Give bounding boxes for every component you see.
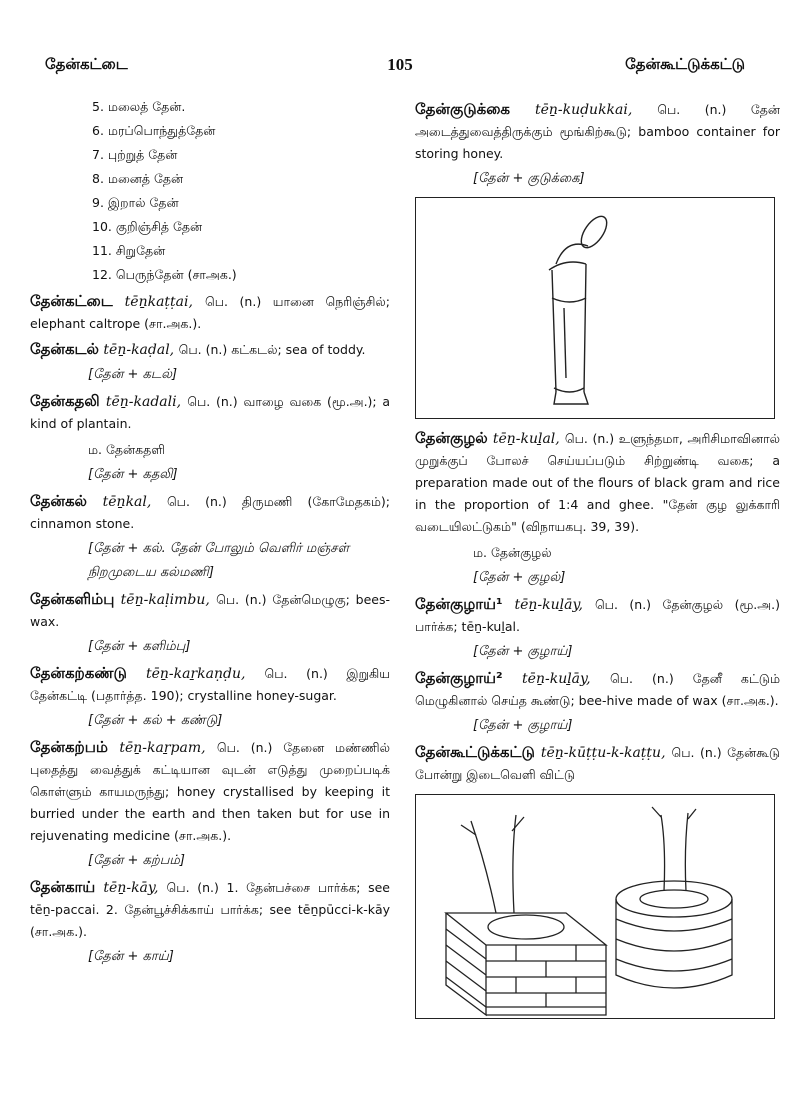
entry-etymology: [தேன் + குழாய்] bbox=[473, 718, 573, 733]
dictionary-entry bbox=[30, 876, 390, 943]
entry-definition: பெ. (n.) கட்கடல்; sea of toddy. bbox=[178, 342, 366, 357]
tree-enclosure-drawing bbox=[416, 795, 773, 1017]
bamboo-container-drawing bbox=[416, 198, 773, 417]
list-item: 10. குறிஞ்சித் தேன் bbox=[92, 219, 203, 234]
entry-transliteration: tēṉ-kuḻāy, bbox=[514, 597, 583, 613]
entry-headword: தேன்குடுக்கை bbox=[415, 100, 510, 118]
entry-transliteration: tēṉ-kāy, bbox=[103, 880, 159, 896]
entry-headword: தேன்குழாய்¹ bbox=[415, 595, 503, 613]
tree-enclosure-figure bbox=[415, 794, 775, 1019]
entry-transliteration: tēṉ-kaṟpam, bbox=[119, 740, 206, 756]
entry-transliteration: tēṉ-kaṟkaṇḍu, bbox=[145, 666, 246, 682]
entry-definition: பெ. (n.) 1. தேன்பச்சை பார்க்க; see tēṉ-paccai. 2. தேன்பூச்சிக்காய் பார்க்க; see tēṉpūcci-k-kāy (சா.அக.). bbox=[30, 880, 390, 939]
entry-transliteration: tēṉ-kaḍal, bbox=[103, 342, 175, 358]
entry-definition: பெ. (n.) தேன் அடைத்துவைத்திருக்கும் மூங்கிற்கூடு; bamboo container for storing honey. bbox=[415, 102, 781, 161]
entry-etymology: [தேன் + குடுக்கை] bbox=[473, 171, 585, 186]
entry-transliteration: tēṉ-kuḻāy, bbox=[522, 671, 591, 687]
entry-etymology: [தேன் + கதலி] bbox=[88, 467, 178, 482]
entry-transliteration: tēṉkal, bbox=[102, 494, 152, 510]
list-item: 6. மரப்பொந்துத்தேன் bbox=[92, 123, 216, 138]
entry-transliteration: tēṉ-kuḻal, bbox=[492, 431, 560, 447]
entry-transliteration: tēṉ-kūṭṭu-k-kaṭṭu, bbox=[540, 745, 666, 761]
entry-definition: பெ. (n.) உளுந்தமா, அரிசிமாவினால் முறுக்குப் போலச் செய்யப்படும் சிற்றுண்டி வகை; a preparation made out of the flours of black gram and rice in the proportion of 1:4 and ghee. "தேன் குழ லுக்காரி வடையிலட்டுகம்" (விநாயகபு. 39, 39). bbox=[415, 431, 781, 534]
entry-definition: பெ. (n.) தேனீ கட்டும் மெழுகினால் செய்த கூண்டு; bee-hive made of wax (சா.அக.). bbox=[415, 671, 781, 708]
list-item: 9. இறால் தேன் bbox=[92, 195, 179, 210]
dictionary-entry bbox=[415, 667, 780, 712]
dictionary-entry bbox=[30, 588, 390, 633]
entry-etymology: [தேன் + குழல்] bbox=[473, 570, 566, 585]
entry-etymology: [தேன் + கல். தேன் போலும் வெளிர் மஞ்சள் நிறமுடைய கல்மணி] bbox=[88, 541, 350, 580]
header-left-word: தேன்கட்டை bbox=[45, 55, 128, 73]
right-column bbox=[415, 95, 780, 1019]
entry-headword: தேன்கற்பம் bbox=[30, 738, 109, 756]
entry-transliteration: tēṉ-kaḷimbu, bbox=[120, 592, 210, 608]
page-number: 105 bbox=[387, 55, 413, 74]
entry-transliteration: tēṉ-kadali, bbox=[105, 394, 182, 410]
entry-definition: பெ. (n.) தேன்கூடு போன்று இடைவெளி விட்டு bbox=[415, 745, 781, 782]
entry-cognate: ம. தேன்கதளி bbox=[88, 442, 166, 457]
dictionary-entry bbox=[415, 98, 780, 165]
dictionary-entry bbox=[30, 390, 390, 435]
list-item: 11. சிறுதேன் bbox=[92, 243, 166, 258]
left-column bbox=[30, 95, 390, 971]
list-item: 8. மனைத் தேன் bbox=[92, 171, 184, 186]
entry-definition: பெ. (n.) தேன்குழல் (மூ.அ.) பார்க்க; tēṉ-kuḻal. bbox=[415, 597, 781, 634]
entry-definition: பெ. (n.) தேன்மெழுகு; bees-wax. bbox=[30, 592, 390, 629]
entry-headword: தேன்காய் bbox=[30, 878, 96, 896]
list-item: 12. பெருந்தேன் (சாஅக.) bbox=[92, 267, 237, 282]
entry-headword: தேன்களிம்பு bbox=[30, 590, 115, 608]
list-item: 7. புற்றுத் தேன் bbox=[92, 147, 178, 162]
bamboo-container-figure bbox=[415, 197, 775, 419]
list-item: 5. மலைத் தேன். bbox=[92, 99, 186, 114]
entry-headword: தேன்கதலி bbox=[30, 392, 100, 410]
entry-headword: தேன்குழாய்² bbox=[415, 669, 503, 687]
page-header bbox=[0, 55, 800, 79]
dictionary-entry bbox=[30, 338, 390, 361]
entry-transliteration: tēṉkaṭṭai, bbox=[124, 294, 193, 310]
entry-etymology: [தேன் + கல் + கண்டு] bbox=[88, 713, 223, 728]
entry-headword: தேன்கட்டை bbox=[30, 292, 113, 310]
entry-etymology: [தேன் + குழாய்] bbox=[473, 644, 573, 659]
entry-transliteration: tēṉ-kuḍukkai, bbox=[534, 102, 633, 118]
entry-etymology: [தேன் + களிம்பு] bbox=[88, 639, 191, 654]
entry-headword: தேன்கற்கண்டு bbox=[30, 664, 127, 682]
entry-definition: பெ. (n.) இறுகிய தேன்கட்டி (பதார்த்த. 190); crystalline honey-sugar. bbox=[30, 666, 391, 703]
entry-etymology: [தேன் + காய்] bbox=[88, 949, 174, 964]
entry-definition: பெ. (n.) யானை நெரிஞ்சில்; elephant caltrope (சா.அக.). bbox=[30, 294, 391, 331]
dictionary-entry bbox=[30, 490, 390, 535]
dictionary-entry bbox=[415, 741, 780, 786]
entry-headword: தேன்கடல் bbox=[30, 340, 99, 358]
entry-definition: பெ. (n.) தேனை மண்ணில் புதைத்து வைத்துக் கட்டியான வுடன் எடுத்து முறைப்படிக் கொள்ளும் காயமருந்து; honey crystallised by keeping it burried under the earth and then taken but for use in rejuvenating medicine (சா.அக.). bbox=[30, 740, 390, 843]
entry-etymology: [தேன் + கடல்] bbox=[88, 367, 178, 382]
dictionary-entry bbox=[30, 290, 390, 335]
entry-etymology: [தேன் + கற்பம்] bbox=[88, 853, 185, 868]
dictionary-entry bbox=[30, 662, 390, 707]
header-right-word: தேன்கூட்டுக்கட்டு bbox=[625, 55, 745, 73]
dictionary-entry bbox=[415, 593, 780, 638]
entry-cognate: ம. தேன்குழல் bbox=[473, 545, 552, 560]
entry-definition: பெ. (n.) திருமணி (கோமேதகம்); cinnamon stone. bbox=[30, 494, 391, 531]
entry-definition: பெ. (n.) வாழை வகை (மூ.அ.); a kind of plantain. bbox=[30, 394, 391, 431]
dictionary-entry bbox=[415, 427, 780, 538]
dictionary-entry bbox=[30, 736, 390, 847]
entry-headword: தேன்கல் bbox=[30, 492, 88, 510]
entry-headword: தேன்கூட்டுக்கட்டு bbox=[415, 743, 535, 761]
entry-headword: தேன்குழல் bbox=[415, 429, 488, 447]
numbered-list bbox=[30, 95, 390, 287]
